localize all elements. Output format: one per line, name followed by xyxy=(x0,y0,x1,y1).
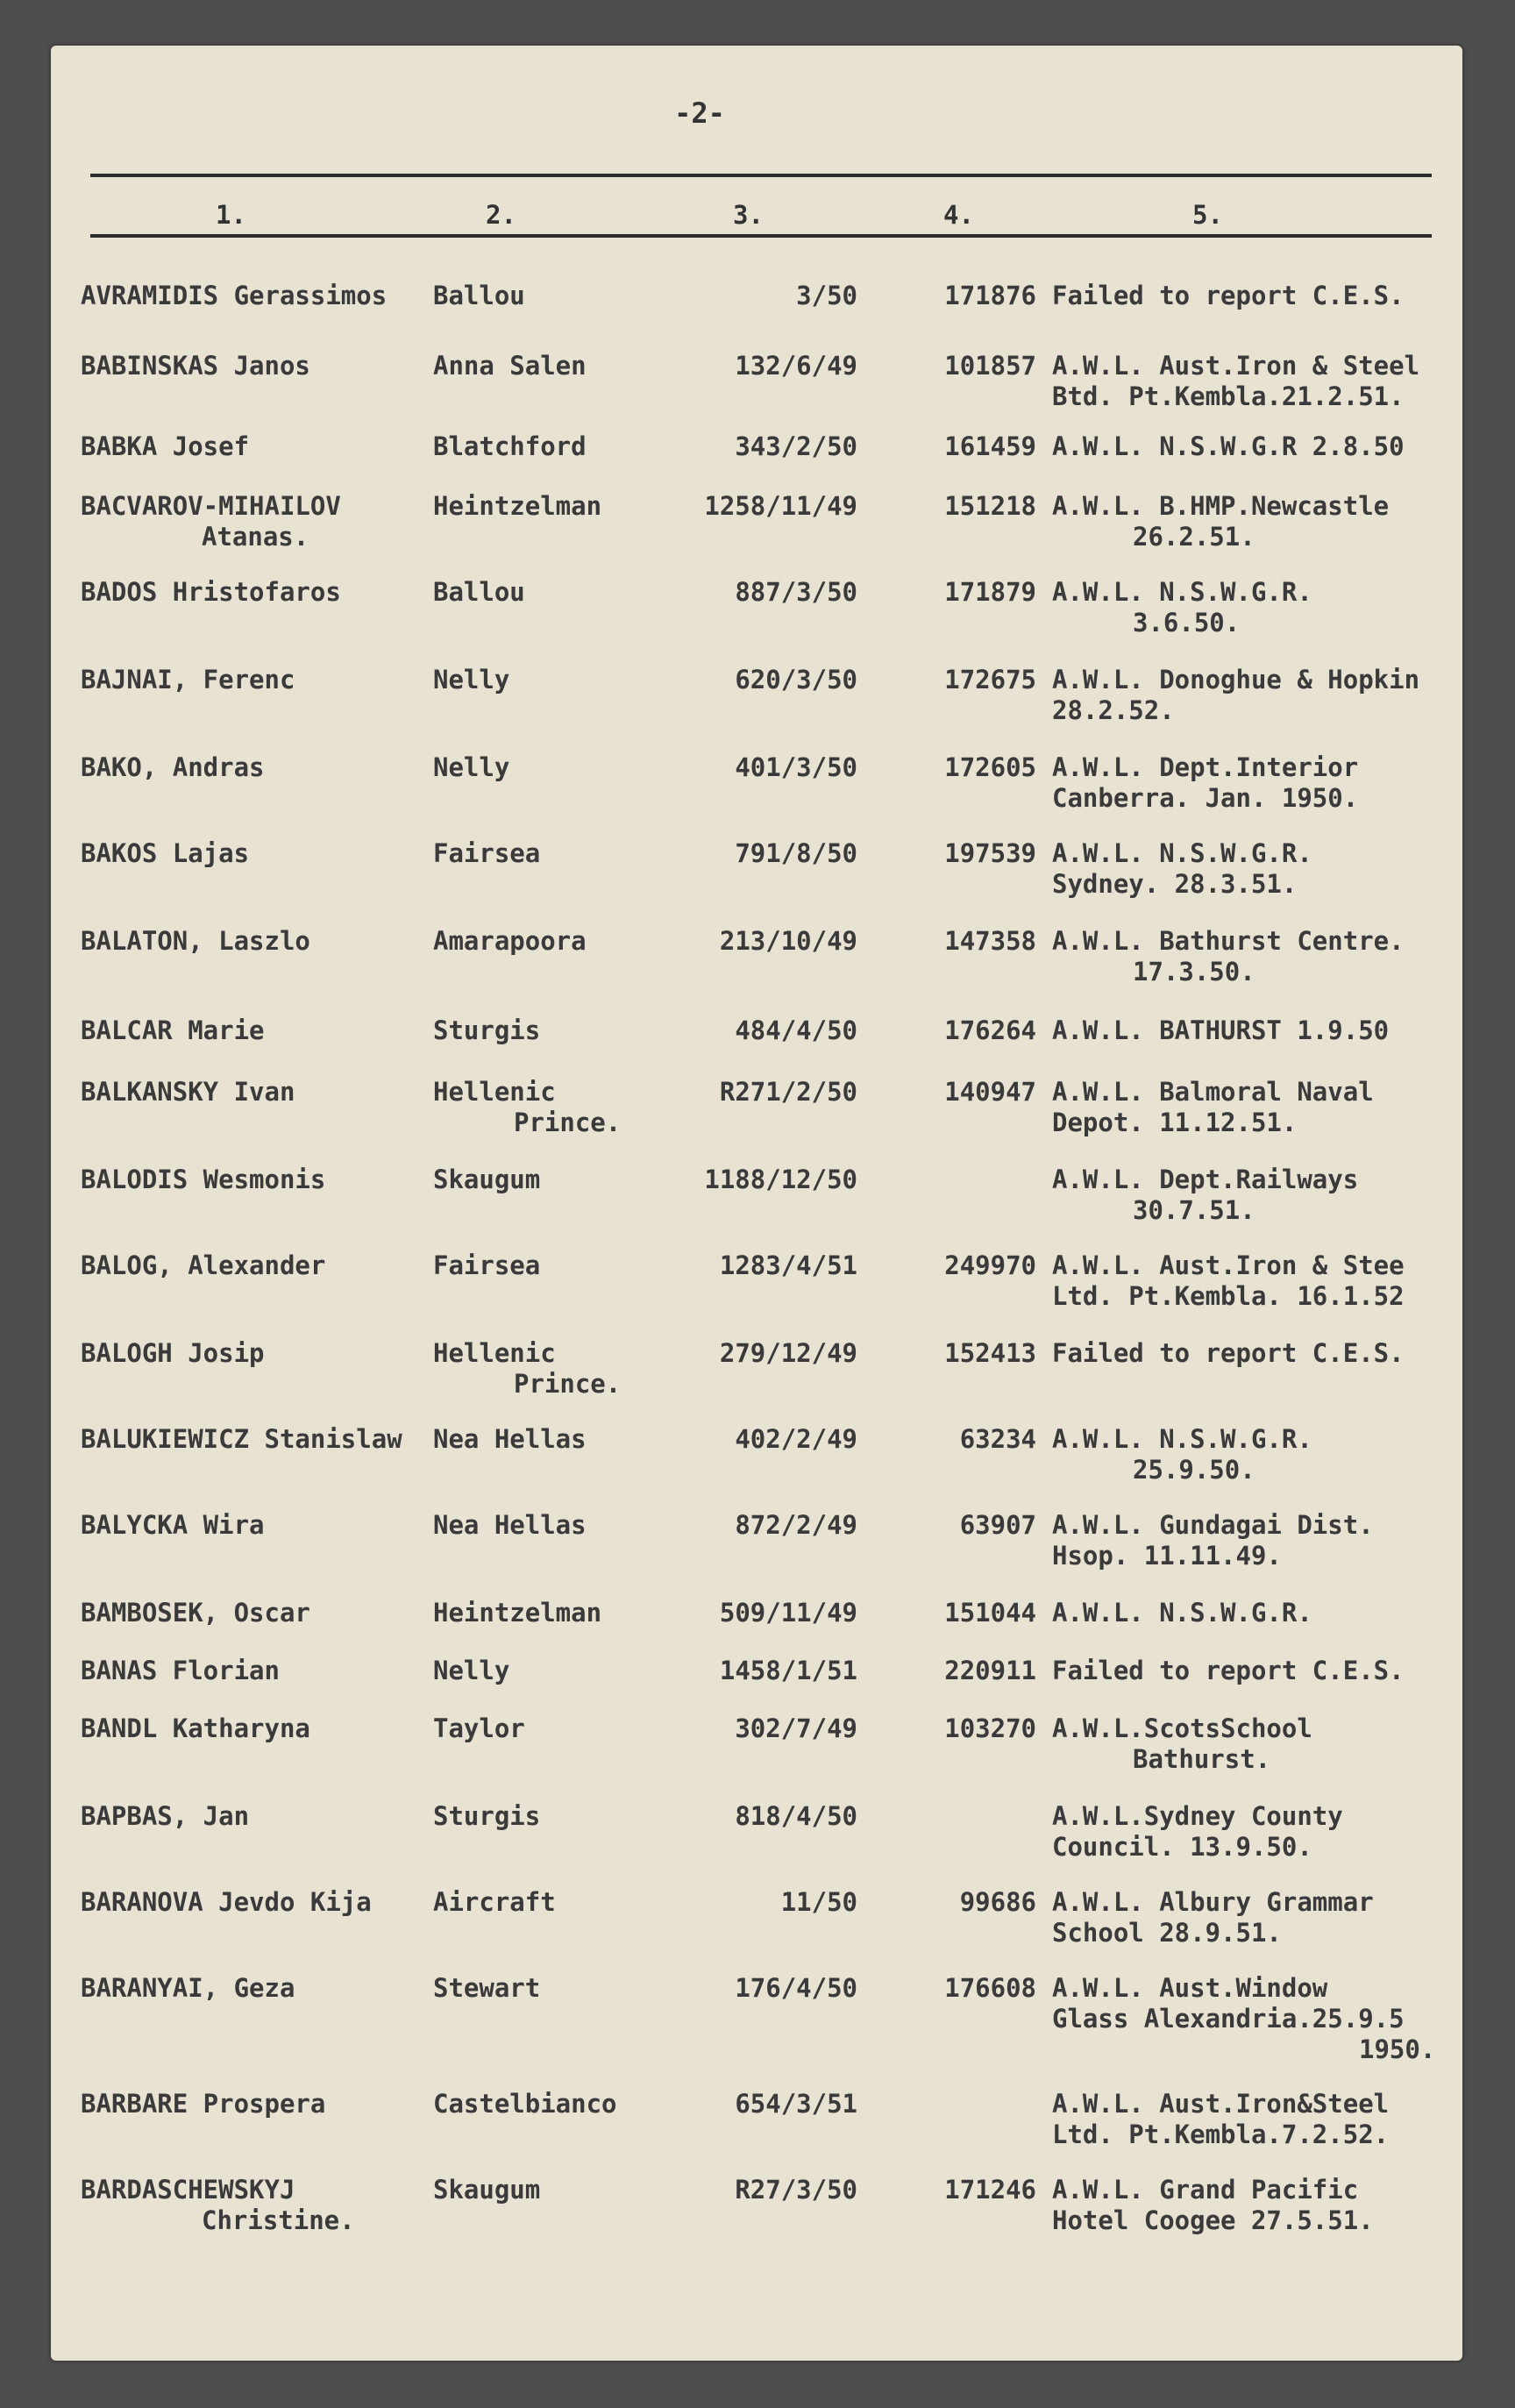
reference-cell xyxy=(682,665,857,695)
number-cell-line: 171876 xyxy=(944,281,1036,310)
name-cell-line: BARBARE Prospera xyxy=(81,2089,326,2119)
name-cell xyxy=(81,1713,310,1744)
remark-cell xyxy=(1052,2175,1374,2236)
remark-cell xyxy=(1052,351,1419,412)
name-cell-line: BALYCKA Wira xyxy=(81,1510,265,1540)
number-cell xyxy=(894,1887,1036,1918)
remark-cell-line: 30.7.51. xyxy=(1133,1195,1255,1225)
ship-cell-line: Nea Hellas xyxy=(433,1424,587,1454)
page-number: -2- xyxy=(674,96,725,130)
name-cell-line: BAPBAS, Jan xyxy=(81,1801,250,1831)
name-cell xyxy=(81,665,295,695)
remark-cell-line: A.W.L. Dept.Interior xyxy=(1052,752,1359,782)
number-cell xyxy=(894,1077,1036,1108)
remark-cell xyxy=(1052,1015,1389,1046)
reference-cell-line: 484/4/50 xyxy=(735,1015,857,1045)
remark-cell-line: A.W.L. Donoghue & Hopkin xyxy=(1052,665,1420,695)
name-cell xyxy=(81,351,310,381)
number-cell-line: 220911 xyxy=(944,1656,1036,1685)
remark-cell-line: Sydney. 28.3.51. xyxy=(1052,869,1298,899)
name-cell xyxy=(81,926,310,957)
remark-cell xyxy=(1052,1077,1374,1138)
number-cell-line: 176264 xyxy=(944,1015,1036,1045)
number-cell xyxy=(894,351,1036,381)
name-cell xyxy=(81,1656,280,1686)
remark-cell xyxy=(1052,1973,1435,2065)
remark-cell xyxy=(1052,1656,1405,1686)
ship-cell-line: Castelbianco xyxy=(433,2089,617,2119)
reference-cell-line: 791/8/50 xyxy=(735,838,857,868)
number-cell xyxy=(894,491,1036,522)
remark-cell xyxy=(1052,1887,1374,1948)
reference-cell xyxy=(682,1424,857,1455)
ship-cell xyxy=(433,1015,540,1046)
name-cell xyxy=(81,2175,355,2236)
number-cell-line: 151218 xyxy=(944,491,1036,521)
number-cell-line: 176608 xyxy=(944,1973,1036,2003)
column-header-4: 4. xyxy=(943,200,974,230)
reference-cell-line: 1188/12/50 xyxy=(704,1165,857,1194)
remark-cell xyxy=(1052,1713,1312,1775)
name-cell-line: BALUKIEWICZ Stanislaw xyxy=(81,1424,402,1454)
remark-cell xyxy=(1052,577,1312,638)
remark-cell-line: A.W.L. Balmoral Naval xyxy=(1052,1077,1374,1107)
remark-cell-line: A.W.L. B.HMP.Newcastle xyxy=(1052,491,1390,521)
reference-cell xyxy=(682,1250,857,1281)
name-cell xyxy=(81,1510,265,1541)
name-cell-line: Atanas. xyxy=(202,522,309,552)
ship-cell xyxy=(433,431,587,462)
remark-cell xyxy=(1052,2089,1389,2150)
reference-cell-line: 279/12/49 xyxy=(719,1338,857,1368)
name-cell xyxy=(81,1338,265,1369)
remark-cell-line: Hsop. 11.11.49. xyxy=(1052,1541,1282,1571)
ship-cell xyxy=(433,2089,617,2119)
ship-cell-line: Ballou xyxy=(433,577,525,607)
remark-cell-line: 25.9.50. xyxy=(1133,1455,1255,1485)
remark-cell xyxy=(1052,491,1389,552)
remark-cell xyxy=(1052,281,1405,311)
ship-cell xyxy=(433,281,525,311)
reference-cell xyxy=(682,1510,857,1541)
name-cell-line: BALODIS Wesmonis xyxy=(81,1165,326,1194)
number-cell xyxy=(894,1250,1036,1281)
remark-cell-line: Failed to report C.E.S. xyxy=(1052,1656,1405,1685)
reference-cell-line: 620/3/50 xyxy=(735,665,857,695)
reference-cell xyxy=(682,351,857,381)
ship-cell xyxy=(433,1424,587,1455)
name-cell xyxy=(81,281,387,311)
remark-cell-line: A.W.L. Grand Pacific xyxy=(1052,2175,1359,2205)
remark-cell xyxy=(1052,1250,1405,1312)
reference-cell-line: 654/3/51 xyxy=(735,2089,857,2119)
ship-cell xyxy=(433,1598,601,1628)
number-cell xyxy=(894,1598,1036,1628)
ship-cell xyxy=(433,1887,556,1918)
number-cell xyxy=(894,1656,1036,1686)
number-cell xyxy=(894,1424,1036,1455)
reference-cell-line: 213/10/49 xyxy=(719,926,857,956)
ship-cell-line: Hellenic xyxy=(433,1077,556,1107)
remark-cell-line: A.W.L. Albury Grammar xyxy=(1052,1887,1374,1917)
number-cell xyxy=(894,1713,1036,1744)
number-cell-line: 101857 xyxy=(944,351,1036,381)
reference-cell xyxy=(682,1598,857,1628)
reference-cell xyxy=(682,838,857,869)
number-cell-line: 63907 xyxy=(959,1510,1036,1540)
name-cell-line: BAKO, Andras xyxy=(81,752,265,782)
remark-cell-line: A.W.L. N.S.W.G.R. xyxy=(1052,838,1312,868)
remark-cell-line: A.W.L. Aust.Iron&Steel xyxy=(1052,2089,1390,2119)
ship-cell-line: Anna Salen xyxy=(433,351,587,381)
remark-cell xyxy=(1052,1424,1312,1485)
ship-cell-line: Fairsea xyxy=(433,1250,541,1280)
ship-cell-line: Prince. xyxy=(514,1108,622,1137)
ship-cell xyxy=(433,1973,540,2004)
ship-cell xyxy=(433,491,601,522)
name-cell xyxy=(81,752,265,783)
remark-cell-line: A.W.L. N.S.W.G.R. xyxy=(1052,577,1312,607)
reference-cell-line: 402/2/49 xyxy=(735,1424,857,1454)
name-cell-line: AVRAMIDIS Gerassimos xyxy=(81,281,388,310)
remark-cell-line: Ltd. Pt.Kembla.7.2.52. xyxy=(1052,2119,1390,2149)
remark-cell-line: A.W.L. Aust.Window xyxy=(1052,1973,1328,2003)
number-cell xyxy=(894,838,1036,869)
ship-cell xyxy=(433,577,525,608)
name-cell xyxy=(81,838,249,869)
reference-cell-line: 1258/11/49 xyxy=(704,491,857,521)
ship-cell-line: Heintzelman xyxy=(433,1598,602,1628)
reference-cell xyxy=(682,281,857,311)
remark-cell-line: Canberra. Jan. 1950. xyxy=(1052,783,1359,813)
ship-cell-line: Ballou xyxy=(433,281,525,310)
reference-cell-line: 872/2/49 xyxy=(735,1510,857,1540)
name-cell xyxy=(81,1077,295,1108)
reference-cell xyxy=(682,926,857,957)
ship-cell xyxy=(433,1801,540,1832)
ship-cell xyxy=(433,1165,540,1195)
remark-cell-line: Hotel Coogee 27.5.51. xyxy=(1052,2205,1374,2235)
number-cell-line: 197539 xyxy=(944,838,1036,868)
ship-cell xyxy=(433,926,587,957)
number-cell xyxy=(894,2175,1036,2205)
number-cell-line: 140947 xyxy=(944,1077,1036,1107)
reference-cell xyxy=(682,431,857,462)
number-cell-line: 151044 xyxy=(944,1598,1036,1628)
reference-cell-line: 1458/1/51 xyxy=(719,1656,857,1685)
remark-cell-line: A.W.L.Sydney County xyxy=(1052,1801,1343,1831)
reference-cell xyxy=(682,1713,857,1744)
number-cell xyxy=(894,752,1036,783)
column-header-3: 3. xyxy=(733,200,764,230)
column-header-5: 5. xyxy=(1192,200,1223,230)
remark-cell-line: Ltd. Pt.Kembla. 16.1.52 xyxy=(1052,1281,1405,1311)
name-cell-line: BANDL Katharyna xyxy=(81,1713,310,1743)
remark-cell xyxy=(1052,1598,1312,1628)
reference-cell-line: 132/6/49 xyxy=(735,351,857,381)
name-cell-line: BABKA Josef xyxy=(81,431,250,461)
reference-cell-line: 11/50 xyxy=(780,1887,857,1917)
remark-cell-line: Btd. Pt.Kembla.21.2.51. xyxy=(1052,381,1405,411)
ship-cell xyxy=(433,838,540,869)
remark-cell-line: 3.6.50. xyxy=(1133,608,1241,638)
name-cell-line: BARDASCHEWSKYJ xyxy=(81,2175,295,2205)
number-cell xyxy=(894,431,1036,462)
reference-cell-line: R27/3/50 xyxy=(735,2175,857,2205)
number-cell-line: 249970 xyxy=(944,1250,1036,1280)
remark-cell xyxy=(1052,1165,1358,1226)
ship-cell-line: Skaugum xyxy=(433,1165,541,1194)
name-cell xyxy=(81,1165,325,1195)
name-cell xyxy=(81,431,249,462)
reference-cell xyxy=(682,1656,857,1686)
ship-cell xyxy=(433,665,514,695)
name-cell-line: BALATON, Laszlo xyxy=(81,926,310,956)
name-cell-line: BALOG, Alexander xyxy=(81,1250,326,1280)
remark-cell-line: A.W.L. Gundagai Dist. xyxy=(1052,1510,1374,1540)
remark-cell-line: A.W.L. N.S.W.G.R. xyxy=(1052,1598,1312,1628)
ship-cell-line: Sturgis xyxy=(433,1015,541,1045)
name-cell xyxy=(81,491,341,552)
remark-cell-line: A.W.L. BATHURST 1.9.50 xyxy=(1052,1015,1390,1045)
reference-cell-line: 302/7/49 xyxy=(735,1713,857,1743)
remark-cell-line: 1950. xyxy=(1359,2034,1436,2064)
remark-cell-line: A.W.L. Aust.Iron & Stee xyxy=(1052,1250,1405,1280)
ship-cell xyxy=(433,2175,540,2205)
reference-cell xyxy=(682,2175,857,2205)
ship-cell-line: Nea Hellas xyxy=(433,1510,587,1540)
ship-cell-line: Nelly xyxy=(433,752,510,782)
name-cell-line: BALKANSKY Ivan xyxy=(81,1077,295,1107)
ship-cell-line: Aircraft xyxy=(433,1887,556,1917)
number-cell-line: 171879 xyxy=(944,577,1036,607)
remark-cell xyxy=(1052,1801,1343,1863)
reference-cell xyxy=(682,752,857,783)
number-cell-line: 172675 xyxy=(944,665,1036,695)
name-cell xyxy=(81,577,341,608)
reference-cell-line: 401/3/50 xyxy=(735,752,857,782)
reference-cell-line: R271/2/50 xyxy=(719,1077,857,1107)
remark-cell xyxy=(1052,926,1405,987)
ship-cell xyxy=(433,752,514,783)
name-cell xyxy=(81,1973,295,2004)
ship-cell xyxy=(433,1250,540,1281)
ship-cell xyxy=(433,351,587,381)
reference-cell xyxy=(682,1801,857,1832)
reference-cell-line: 343/2/50 xyxy=(735,431,857,461)
remark-cell-line: A.W.L. Dept.Railways xyxy=(1052,1165,1359,1194)
name-cell-line: BACVAROV-MIHAILOV xyxy=(81,491,341,521)
number-cell-line: 161459 xyxy=(944,431,1036,461)
ship-cell-line: Stewart xyxy=(433,1973,541,2003)
remark-cell-line: 17.3.50. xyxy=(1133,957,1255,987)
name-cell xyxy=(81,1015,265,1046)
remark-cell-line: A.W.L. Bathurst Centre. xyxy=(1052,926,1405,956)
number-cell xyxy=(894,281,1036,311)
name-cell xyxy=(81,1598,310,1628)
ship-cell-line: Nelly xyxy=(433,1656,510,1685)
reference-cell-line: 3/50 xyxy=(796,281,857,310)
remark-cell-line: 26.2.51. xyxy=(1133,522,1255,552)
ship-cell xyxy=(433,1713,525,1744)
reference-cell-line: 1283/4/51 xyxy=(719,1250,857,1280)
remark-cell xyxy=(1052,838,1312,900)
reference-cell-line: 176/4/50 xyxy=(735,1973,857,2003)
name-cell-line: BALCAR Marie xyxy=(81,1015,265,1045)
reference-cell xyxy=(682,1338,857,1369)
ship-cell-line: Blatchford xyxy=(433,431,587,461)
ship-cell-line: Hellenic xyxy=(433,1338,556,1368)
number-cell-line: 147358 xyxy=(944,926,1036,956)
reference-cell-line: 818/4/50 xyxy=(735,1801,857,1831)
number-cell-line: 99686 xyxy=(959,1887,1036,1917)
ship-cell xyxy=(433,1656,514,1686)
ship-cell-line: Prince. xyxy=(514,1369,622,1399)
number-cell xyxy=(894,926,1036,957)
number-cell xyxy=(894,1015,1036,1046)
number-cell xyxy=(894,1973,1036,2004)
reference-cell-line: 509/11/49 xyxy=(719,1598,857,1628)
remark-cell-line: School 28.9.51. xyxy=(1052,1918,1282,1948)
name-cell xyxy=(81,1424,402,1455)
name-cell-line: BARANOVA Jevdo Kija xyxy=(81,1887,372,1917)
remark-cell-line: A.W.L. Aust.Iron & Steel xyxy=(1052,351,1420,381)
remark-cell-line: Failed to report C.E.S. xyxy=(1052,1338,1405,1368)
ship-cell xyxy=(433,1510,587,1541)
name-cell-line: BAKOS Lajas xyxy=(81,838,250,868)
remark-cell xyxy=(1052,1338,1405,1369)
reference-cell-line: 887/3/50 xyxy=(735,577,857,607)
column-header-1: 1. xyxy=(216,200,246,230)
ship-cell-line: Nelly xyxy=(433,665,510,695)
remark-cell-line: Failed to report C.E.S. xyxy=(1052,281,1405,310)
reference-cell xyxy=(682,577,857,608)
reference-cell xyxy=(682,1165,857,1195)
ship-cell-line: Amarapoora xyxy=(433,926,587,956)
ship-cell xyxy=(433,1077,621,1138)
number-cell-line: 103270 xyxy=(944,1713,1036,1743)
reference-cell xyxy=(682,1887,857,1918)
remark-cell-line: Council. 13.9.50. xyxy=(1052,1832,1312,1862)
remark-cell-line: A.W.L.ScotsSchool xyxy=(1052,1713,1312,1743)
remark-cell xyxy=(1052,431,1405,462)
remark-cell-line: A.W.L. N.S.W.G.R 2.8.50 xyxy=(1052,431,1405,461)
remark-cell-line: Depot. 11.12.51. xyxy=(1052,1108,1298,1137)
number-cell-line: 171246 xyxy=(944,2175,1036,2205)
reference-cell xyxy=(682,491,857,522)
number-cell xyxy=(894,665,1036,695)
name-cell-line: BAMBOSEK, Oscar xyxy=(81,1598,310,1628)
name-cell-line: Christine. xyxy=(202,2205,355,2235)
number-cell-line: 63234 xyxy=(959,1424,1036,1454)
ship-cell-line: Sturgis xyxy=(433,1801,541,1831)
name-cell-line: BANAS Florian xyxy=(81,1656,280,1685)
name-cell xyxy=(81,1250,325,1281)
ship-cell-line: Fairsea xyxy=(433,838,541,868)
number-cell-line: 152413 xyxy=(944,1338,1036,1368)
name-cell-line: BABINSKAS Janos xyxy=(81,351,310,381)
name-cell xyxy=(81,2089,325,2119)
ship-cell xyxy=(433,1338,621,1400)
number-cell-line: 172605 xyxy=(944,752,1036,782)
header-rule-top xyxy=(90,174,1432,177)
column-header-2: 2. xyxy=(486,200,516,230)
name-cell-line: BARANYAI, Geza xyxy=(81,1973,295,2003)
remark-cell xyxy=(1052,1510,1374,1571)
name-cell-line: BADOS Hristofaros xyxy=(81,577,341,607)
remark-cell-line: 28.2.52. xyxy=(1052,695,1175,725)
number-cell xyxy=(894,577,1036,608)
ship-cell-line: Skaugum xyxy=(433,2175,541,2205)
reference-cell xyxy=(682,1015,857,1046)
name-cell xyxy=(81,1801,249,1832)
reference-cell xyxy=(682,1077,857,1108)
remark-cell xyxy=(1052,752,1358,814)
remark-cell xyxy=(1052,665,1419,726)
number-cell xyxy=(894,1510,1036,1541)
number-cell xyxy=(894,1338,1036,1369)
remark-cell-line: Glass Alexandria.25.9.5 xyxy=(1052,2004,1405,2034)
name-cell-line: BAJNAI, Ferenc xyxy=(81,665,295,695)
ship-cell-line: Taylor xyxy=(433,1713,525,1743)
document-page xyxy=(51,46,1462,2361)
remark-cell-line: Bathurst. xyxy=(1133,1744,1271,1774)
reference-cell xyxy=(682,1973,857,2004)
remark-cell-line: A.W.L. N.S.W.G.R. xyxy=(1052,1424,1312,1454)
name-cell-line: BALOGH Josip xyxy=(81,1338,265,1368)
reference-cell xyxy=(682,2089,857,2119)
header-rule-bottom xyxy=(90,234,1432,238)
name-cell xyxy=(81,1887,372,1918)
ship-cell-line: Heintzelman xyxy=(433,491,602,521)
